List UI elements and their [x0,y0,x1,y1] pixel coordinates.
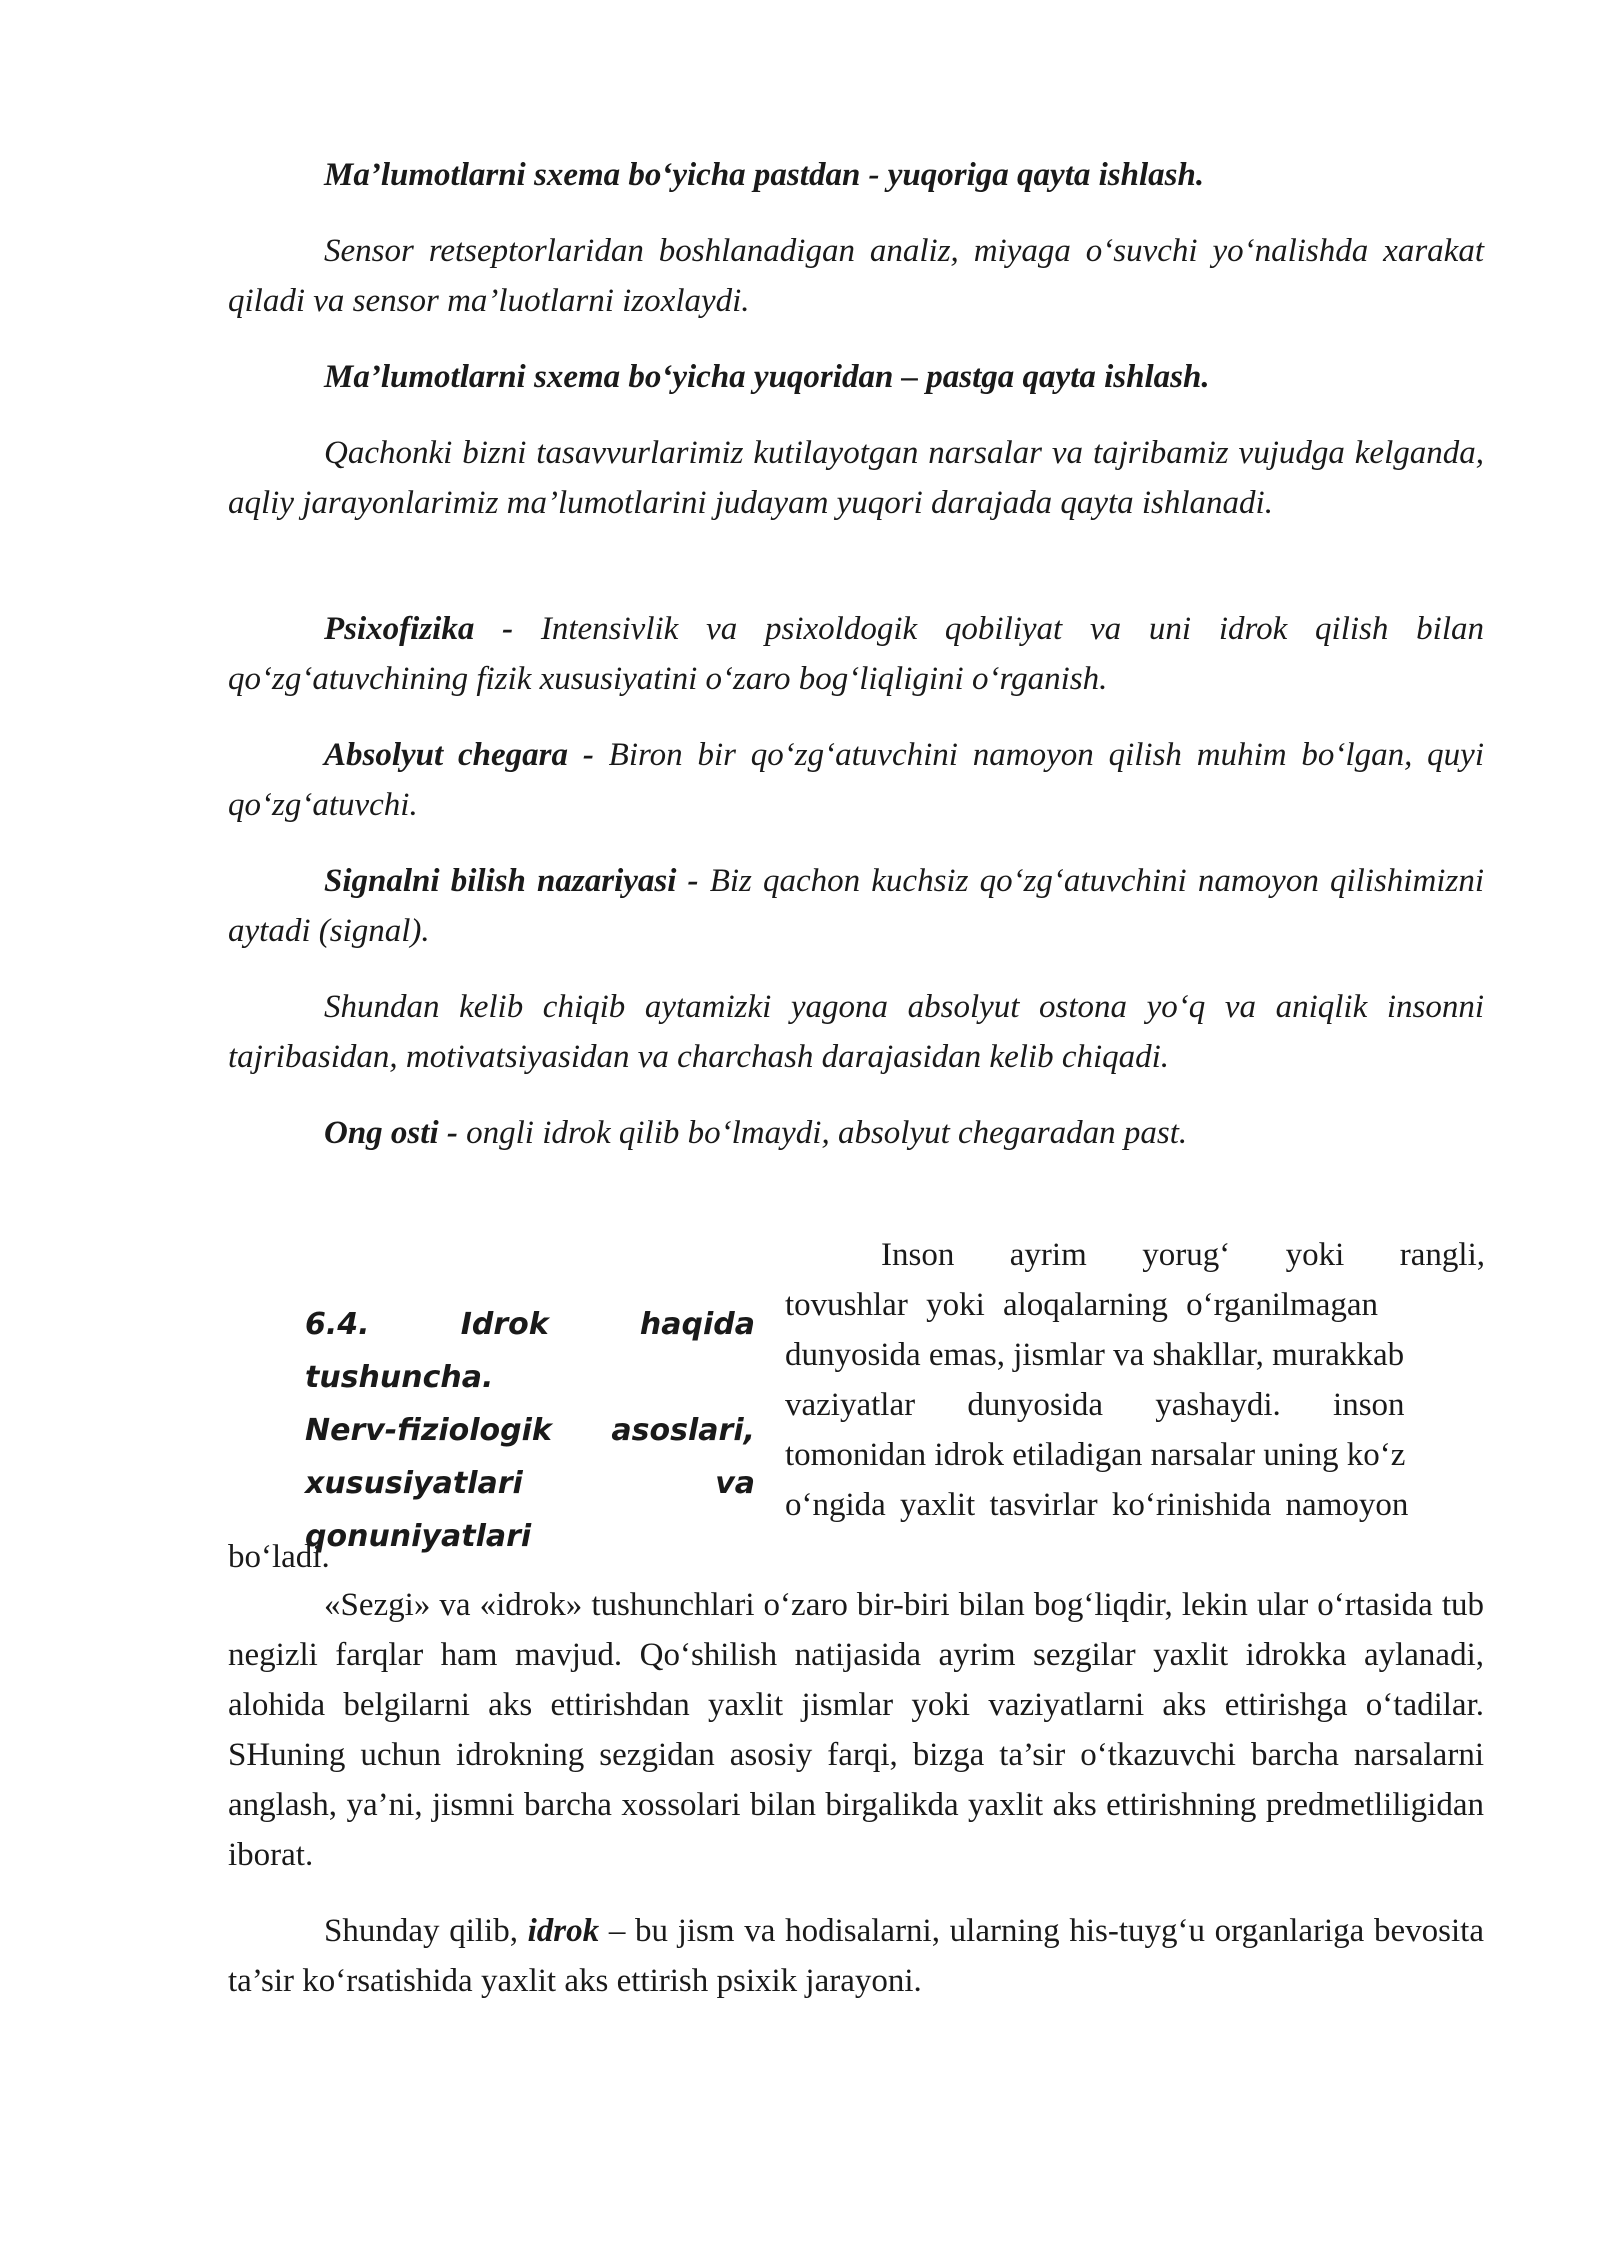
paragraph-sensor-analysis: Sensor retseptorlaridan boshlanadigan analiz, miyaga o‘suvchi yo‘nalishda xarakat qiladi va sensor ma’luotlarni izoxlaydi. [228,233,1484,319]
term-subliminal: Ong osti - [324,1115,458,1151]
section-heading-line: qonuniyatlari [305,1519,532,1554]
term-absolute-threshold: Absolyut chegara - [324,737,594,773]
section-heading-line: xususiyatlari va [305,1466,755,1501]
definition-absolute-threshold-text: Biron bir qo‘zg‘atuvchini namoyon qilish muhim bo‘lgan, quyi qo‘zg‘atuvchi. [228,737,1484,823]
wrapped-paragraph-end: bo‘ladi. [228,1539,330,1575]
section-heading-box [305,1298,755,1554]
term-psychophysics: Psixofizika - [324,611,514,647]
perception-definition-text: – bu jism va hodisalarni, ularning his-tuyg‘u organlariga bevosita ta’sir ko‘rsatishida yaxlit aks ettirish psixik jarayoni. [228,1913,1484,1999]
definition-signal-detection-text: Biz qachon kuchsiz qo‘zg‘atuvchini namoyon qilishimizni aytadi (signal). [228,863,1484,949]
definition-subliminal [228,1108,1484,1158]
definition-psychophysics [228,604,1484,704]
definition-subliminal-text: ongli idrok qilib bo‘lmaydi, absolyut chegaradan past. [457,1115,1188,1151]
definition-signal-detection [228,856,1484,956]
wrapped-line: dunyosida emas, jismlar va shakllar, murakkab [785,1337,1405,1373]
paragraph-perception-definition [228,1906,1484,2006]
wrapped-line: vaziyatlar dunyosida yashaydi. inson [785,1387,1405,1423]
section-heading-line: 6.4. Idrok haqida tushuncha. [305,1307,755,1395]
perception-definition-prefix: Shunday qilib, [324,1913,528,1949]
heading-bottom-up: Ma’lumotlarni sxema bo‘yicha pastdan - yuqoriga qayta ishlash. [324,157,1205,193]
heading-top-down: Ma’lumotlarni sxema bo‘yicha yuqoridan – pastga qayta ishlash. [324,359,1210,395]
section-heading-line: Nerv-fiziologik asoslari, [305,1413,755,1448]
wrapped-line: tovushlar yoki aloqalarning o‘rganilmagan [785,1287,1378,1323]
paragraph-expectations: Qachonki bizni tasavvurlarimiz kutilayotgan narsalar va tajribamiz vujudga kelganda, aqliy jarayonlarimiz ma’lumotlarini judayam yuqori darajada qayta ishlanadi. [228,435,1484,521]
term-signal-detection: Signalni bilish nazariyasi - [324,863,699,899]
definition-absolute-threshold [228,730,1484,830]
wrapped-line: tomonidan idrok etiladigan narsalar uning ko‘z [785,1437,1406,1473]
paragraph-conclusion: Shundan kelib chiqib aytamizki yagona absolyut ostona yo‘q va aniqlik insonni tajribasidan, motivatsiyasidan va charchash darajasidan kelib chiqadi. [228,989,1484,1075]
paragraph-sensation-perception: «Sezgi» va «idrok» tushunchlari o‘zaro bir-biri bilan bog‘liqdir, lekin ular o‘rtasida tub negizli farqlar ham mavjud. Qo‘shilish natijasida ayrim sezgilar yaxlit idrokka aylanadi, alohida belgilarni aks ettirishdan yaxlit jismlar yoki vaziyatlarni aks ettirishga o‘tadilar. SHuning uchun idrokning sezgidan asosiy farqi, bizga ta’sir o‘tkazuvchi barcha narsalarni anglash, ya’ni, jismni barcha xossolari bilan birgalikda yaxlit aks ettirishning predmetliligidan iborat. [228,1587,1484,1873]
wrapped-paragraph [785,1230,1485,1530]
wrapped-line: o‘ngida yaxlit tasvirlar ko‘rinishida namoyon [785,1487,1409,1523]
term-perception: idrok [527,1913,600,1949]
wrapped-line: Inson ayrim yorug‘ yoki rangli, [881,1237,1485,1273]
definition-psychophysics-text: Intensivlik va psixoldogik qobiliyat va uni idrok qilish bilan qo‘zg‘atuvchining fizik xususiyatini o‘zaro bog‘liqligini o‘rganish. [228,611,1484,697]
